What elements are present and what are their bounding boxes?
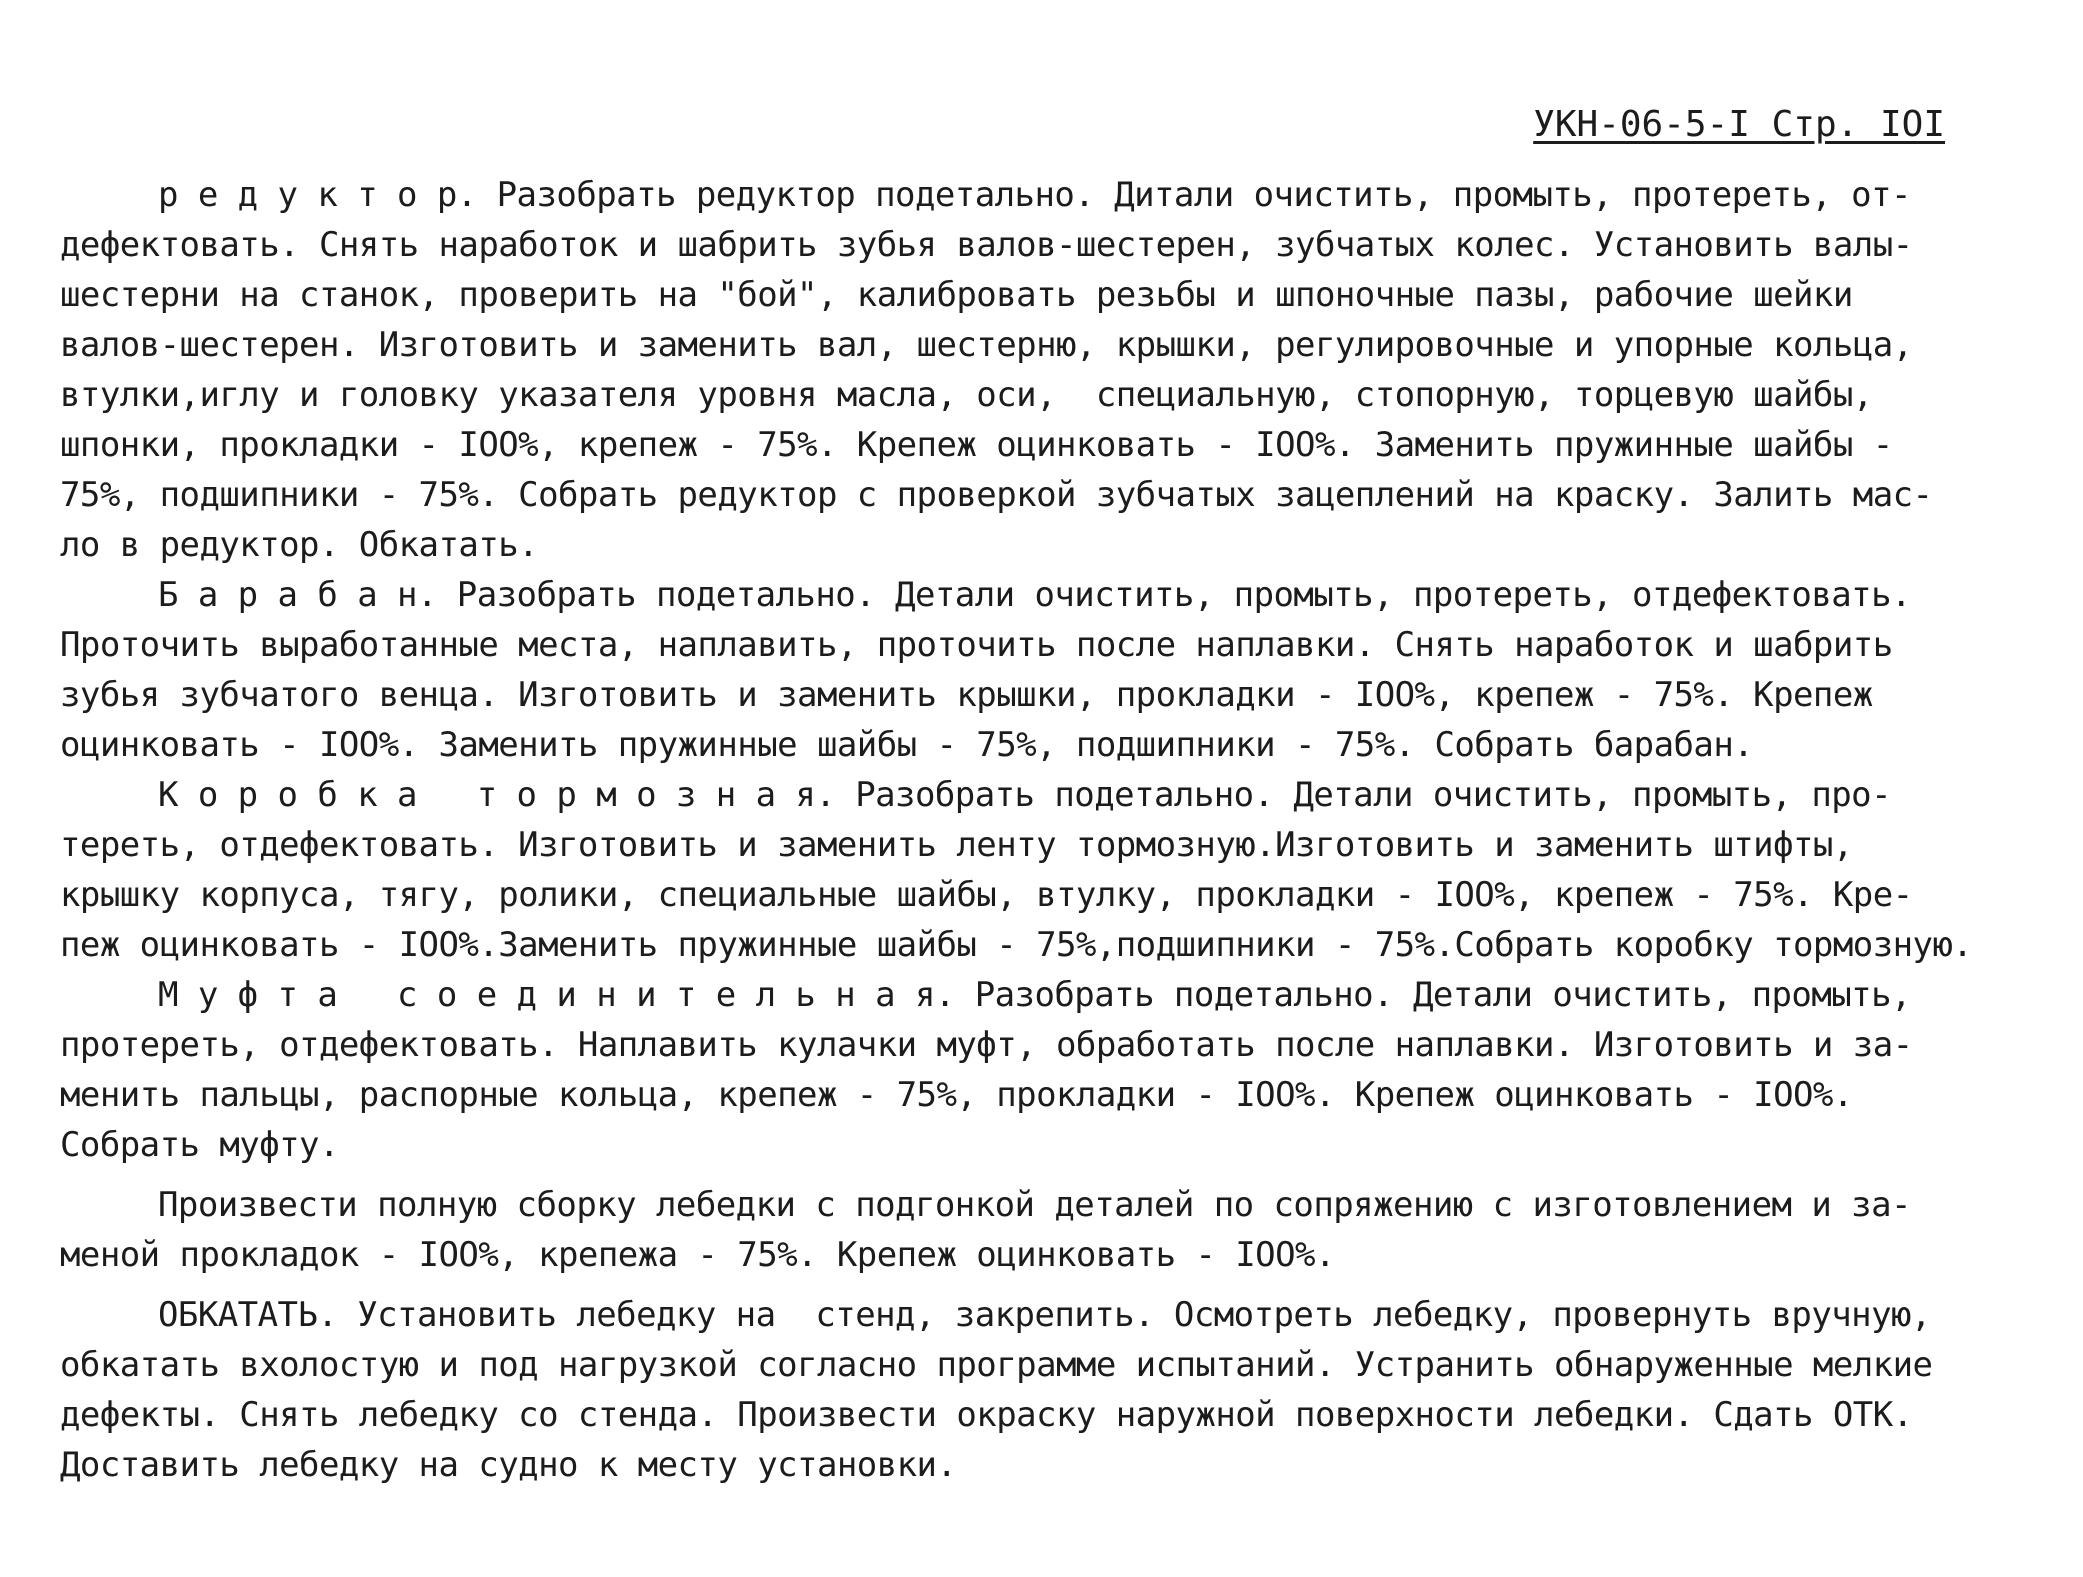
- page-header: УКН-06-5-I Стр. IOI: [1533, 104, 1945, 145]
- text-line: обкатать вхолостую и под нагрузкой согласно программе испытаний. Устранить обнаруженные мелкие: [60, 1345, 1933, 1385]
- text-line: М у ф т а с о е д и н и т е л ь н а я. Разобрать подетально. Детали очистить, промыть,: [158, 975, 1911, 1015]
- text-line: протереть, отдефектовать. Наплавить кулачки муфт, обработать после наплавки. Изготовить и за-: [60, 1025, 1913, 1065]
- text-line: ОБКАТАТЬ. Установить лебедку на стенд, закрепить. Осмотреть лебедку, провернуть вручную,: [158, 1295, 1931, 1335]
- text-line: шестерни на станок, проверить на "бой", калибровать резьбы и шпоночные пазы, рабочие шейки: [60, 275, 1853, 315]
- text-line: 75%, подшипники - 75%. Собрать редуктор с проверкой зубчатых зацеплений на краску. Залить мас-: [60, 475, 1933, 515]
- text-line: К о р о б к а т о р м о з н а я. Разобрать подетально. Детали очистить, промыть, про-: [158, 775, 1892, 815]
- text-line: менить пальцы, распорные кольца, крепеж - 75%, прокладки - IOO%. Крепеж оцинковать - IOO%.: [60, 1075, 1853, 1115]
- text-line: Доставить лебедку на судно к месту установки.: [60, 1445, 957, 1485]
- text-line: втулки,иглу и головку указателя уровня масла, оси, специальную, стопорную, торцевую шайбы,: [60, 375, 1873, 415]
- document-body: [60, 170, 1980, 1490]
- text-line: меной прокладок - IOO%, крепежа - 75%. Крепеж оцинковать - IOO%.: [60, 1235, 1335, 1275]
- text-line: Б а р а б а н. Разобрать подетально. Детали очистить, промыть, протереть, отдефектовать.: [158, 575, 1911, 615]
- text-line: р е д у к т о р. Разобрать редуктор подетально. Дитали очистить, промыть, протереть, от-: [158, 175, 1911, 215]
- text-line: пеж оцинковать - IOO%.Заменить пружинные шайбы - 75%,подшипники - 75%.Собрать коробку тормозную.: [60, 925, 1973, 965]
- text-line: зубья зубчатого венца. Изготовить и заменить крышки, прокладки - IOO%, крепеж - 75%. Крепеж: [60, 675, 1873, 715]
- text-line: дефекты. Снять лебедку со стенда. Произвести окраску наружной поверхности лебедки. Сдать ОТК.: [60, 1395, 1913, 1435]
- text-line: крышку корпуса, тягу, ролики, специальные шайбы, втулку, прокладки - IOO%, крепеж - 75%. Кре-: [60, 875, 1913, 915]
- text-line: тереть, отдефектовать. Изготовить и заменить ленту тормозную.Изготовить и заменить штифты,: [60, 825, 1853, 865]
- text-line: Произвести полную сборку лебедки с подгонкой деталей по сопряжению с изготовлением и за-: [158, 1185, 1911, 1225]
- text-line: оцинковать - IOO%. Заменить пружинные шайбы - 75%, подшипники - 75%. Собрать барабан.: [60, 725, 1754, 765]
- text-line: шпонки, прокладки - IOO%, крепеж - 75%. Крепеж оцинковать - IOO%. Заменить пружинные шайбы -: [60, 425, 1893, 465]
- text-line: ло в редуктор. Обкатать.: [60, 525, 539, 565]
- text-line: дефектовать. Снять наработок и шабрить зубья валов-шестерен, зубчатых колес. Установить валы-: [60, 225, 1913, 265]
- text-line: Проточить выработанные места, наплавить, проточить после наплавки. Снять наработок и шабрить: [60, 625, 1893, 665]
- text-line: валов-шестерен. Изготовить и заменить вал, шестерню, крышки, регулировочные и упорные кольца,: [60, 325, 1913, 365]
- text-line: Собрать муфту.: [60, 1125, 339, 1165]
